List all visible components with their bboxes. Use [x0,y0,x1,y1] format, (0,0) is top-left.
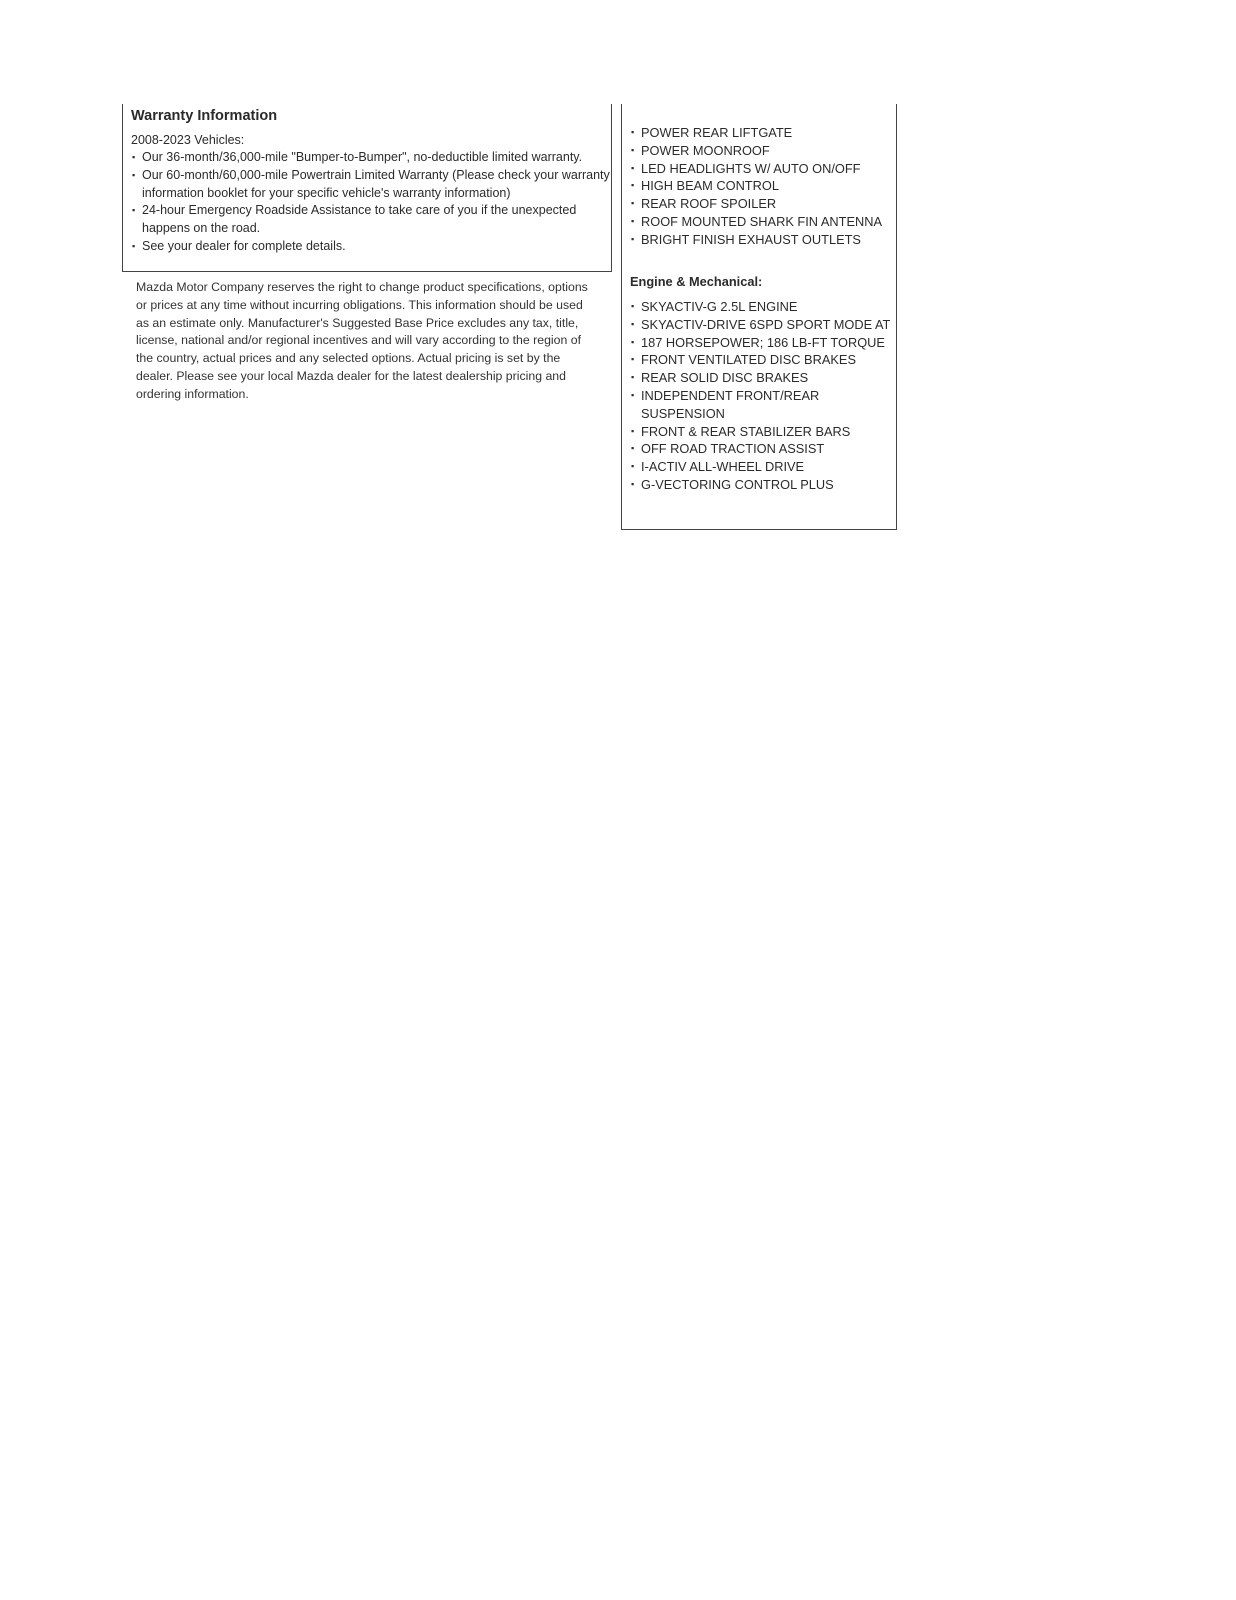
exterior-feature-list [630,124,892,249]
feature-item: ▪ I-ACTIV ALL-WHEEL DRIVE [631,459,805,475]
warranty-title: Warranty Information [131,108,278,124]
feature-item: ▪ SKYACTIV-DRIVE 6SPD SPORT MODE AT [631,316,891,332]
bullet-icon: ▪ [631,425,635,436]
warranty-item: ▪ 24-hour Emergency Roadside Assistance to take care of you if the unexpected happens on the road. [132,203,577,236]
warranty-list [131,149,611,256]
bullet-icon: ▪ [631,301,635,311]
bullet-icon: ▪ [631,478,635,489]
feature-item: ▪ INDEPENDENT FRONT/REAR SUSPENSION [631,387,820,421]
feature-item: ▪ ROOF MOUNTED SHARK FIN ANTENNA [631,213,883,229]
warranty-item: ▪ See your dealer for complete details. [131,238,611,256]
engine-mechanical-heading: Engine & Mechanical: [630,274,763,289]
feature-item: ▪ 187 HORSEPOWER; 186 LB-FT TORQUE [631,334,885,350]
feature-item: ▪ SKYACTIV-G 2.5L ENGINE [631,299,798,314]
bullet-icon: ▪ [631,198,635,209]
features-box [621,104,897,530]
feature-item: ▪ BRIGHT FINISH EXHAUST OUTLETS [631,231,861,247]
bullet-icon: ▪ [631,354,635,365]
bullet-icon: ▪ [631,162,635,173]
bullet-icon: ▪ [132,240,136,251]
feature-item: ▪ LED HEADLIGHTS W/ AUTO ON/OFF [631,160,861,176]
bullet-icon: ▪ [132,152,136,162]
bullet-icon: ▪ [631,233,635,244]
feature-item: ▪ REAR SOLID DISC BRAKES [631,370,809,386]
warranty-item: ▪ Our 36-month/36,000-mile "Bumper-to-Bumper", no-deductible limited warranty. [131,149,611,167]
engine-feature-list [630,298,892,494]
bullet-icon: ▪ [631,336,635,347]
feature-item: ▪ POWER MOONROOF [631,142,770,158]
bullet-icon: ▪ [631,461,635,472]
bullet-icon: ▪ [631,127,635,137]
bullet-icon: ▪ [132,205,136,216]
feature-item: ▪ POWER REAR LIFTGATE [631,125,793,140]
bullet-icon: ▪ [631,372,635,383]
bullet-icon: ▪ [631,215,635,226]
feature-item: ▪ REAR ROOF SPOILER [631,196,777,212]
bullet-icon: ▪ [132,169,136,180]
bullet-icon: ▪ [631,144,635,155]
warranty-item: ▪ Our 60-month/60,000-mile Powertrain Limited Warranty (Please check your warranty information booklet for your specific vehicle's warranty information) [132,167,610,200]
feature-item: ▪ G-VECTORING CONTROL PLUS [631,476,834,492]
feature-item: ▪ FRONT & REAR STABILIZER BARS [631,423,851,439]
feature-item: ▪ FRONT VENTILATED DISC BRAKES [631,352,856,368]
bullet-icon: ▪ [631,443,635,454]
feature-item: ▪ OFF ROAD TRACTION ASSIST [631,441,825,457]
bullet-icon: ▪ [631,389,635,400]
bullet-icon: ▪ [631,318,635,329]
disclaimer-text: Mazda Motor Company reserves the right to change product specifications, options or prices at any time without incurring obligations. This information should be used as an estimate only. Manufacturer's Suggested Base Price excludes any tax, title, license, national and/or regional incentives and will vary according to the region of the country, actual prices and any selected options. Actual pricing is set by the dealer. Please see your local Mazda dealer for the latest dealership pricing and ordering information. [136,280,588,401]
warranty-box [122,104,612,272]
warranty-subtitle: 2008-2023 Vehicles: [131,133,245,147]
feature-item: ▪ HIGH BEAM CONTROL [631,178,779,194]
bullet-icon: ▪ [631,180,635,191]
